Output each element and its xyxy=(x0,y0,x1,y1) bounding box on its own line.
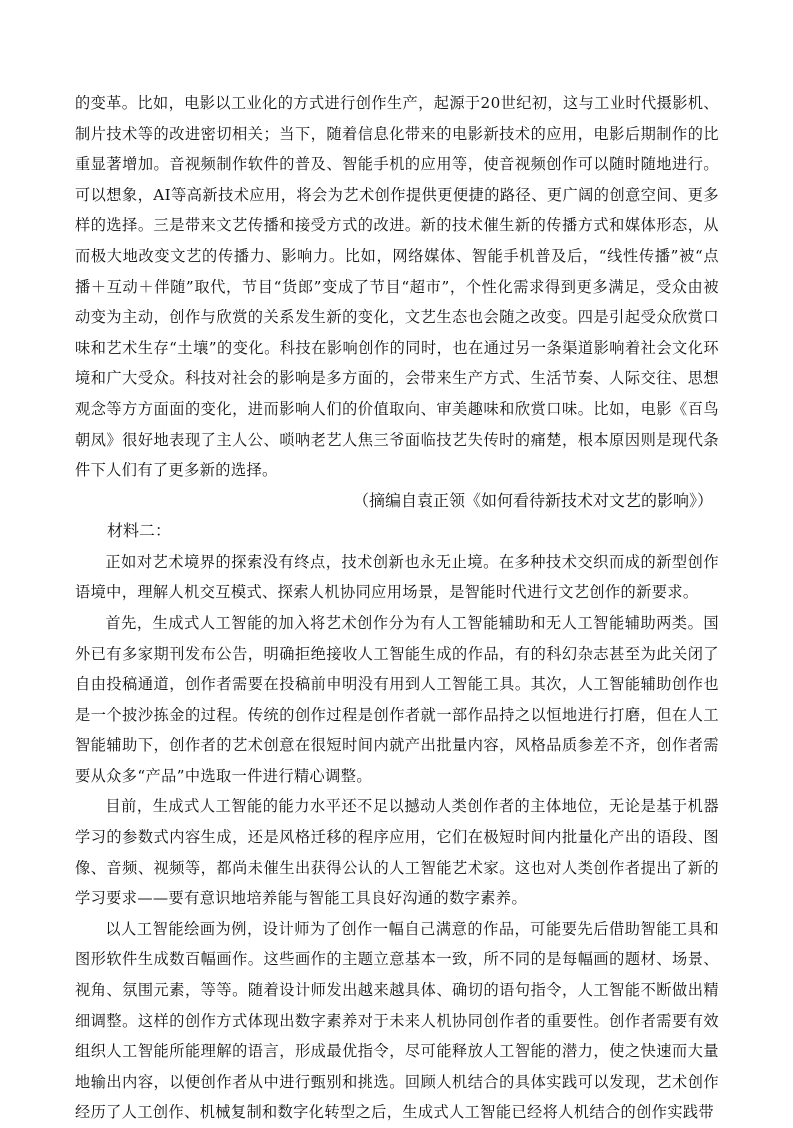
body-paragraph: 目前，生成式人工智能的能力水平还不足以撼动人类创作者的主体地位，无论是基于机器学习的参数式内容生成，还是风格迁移的程序应用，它们在极短时间内批量化产出的语段、图像、音频、视频等，都尚未催生出获得公认的人工智能艺术家。这也对人类创作者提出了新的学习要求——要有意识地培养能与智能工具良好沟通的数字素养。 xyxy=(75,797,719,908)
body-paragraph: 的变革。比如，电影以工业化的方式进行创作生产，起源于20世纪初，这与工业时代摄影机、制片技术等的改进密切相关；当下，随着信息化带来的电影新技术的应用，电影后期制作的比重显著增加。音视频制作软件的普及、智能手机的应用等，使音视频创作可以随时随地进行。可以想象，AI等高新技术应用，将会为艺术创作提供更便捷的路径、更广阔的创意空间、更多样的选择。三是带来文艺传播和接受方式的改进。新的技术催生新的传播方式和媒体形态，从而极大地改变文艺的传播力、影响力。比如，网络媒体、智能手机普及后，“线性传播”被“点播＋互动＋伴随”取代，节目“货郎”变成了节目“超市”，个性化需求得到更多满足，受众由被动变为主动，创作与欣赏的关系发生新的变化，文艺生态也会随之改变。四是引起受众欣赏口味和艺术生存“土壤”的变化。科技在影响创作的同时，也在通过另一条渠道影响着社会文化环境和广大受众。科技对社会的影响是多方面的，会带来生产方式、生活节奏、人际交往、思想观念等方方面面的变化，进而影响人们的价值取向、审美趣味和欣赏口味。比如，电影《百鸟朝凤》很好地表现了主人公、唢呐老艺人焦三爷面临技艺失传时的痛楚，根本原因则是现代条件下人们有了更多新的选择。 xyxy=(75,94,719,480)
body-paragraph: 正如对艺术境界的探索没有终点，技术创新也永无止境。在多种技术交织而成的新型创作语境中，理解人机交互模式、探索人机协同应用场景，是智能时代进行文艺创作的新要求。 xyxy=(75,552,719,602)
body-paragraph: 以人工智能绘画为例，设计师为了创作一幅自己满意的作品，可能要先后借助智能工具和图形软件生成数百幅画作。这些画作的主题立意基本一致，所不同的是每幅画的题材、场景、视角、氛围元素，等等。随着设计师发出越来越具体、确切的语句指令，人工智能不断做出精细调整。这样的创作方式体现出数字素养对于未来人机协同创作者的重要性。创作者需要有效组织人工智能所能理解的语言，形成最优指令，尽可能释放人工智能的潜力，使之快速而大量地输出内容，以便创作者从中进行甄别和挑选。回顾人机结合的具体实践可以发现，艺术创作经历了人工创作、机械复制和数字化转型之后，生成式人工智能已经将人机结合的创作实践带 xyxy=(75,919,719,1122)
body-paragraph: 首先，生成式人工智能的加入将艺术创作分为有人工智能辅助和无人工智能辅助两类。国外已有多家期刊发布公告，明确拒绝接收人工智能生成的作品，有的科幻杂志甚至为此关闭了自由投稿通道，创作者需要在投稿前申明没有用到人工智能工具。其次，人工智能辅助创作也是一个披沙拣金的过程。传统的创作过程是创作者就一部作品持之以恒地进行打磨，但在人工智能辅助下，创作者的艺术创意在很短时间内就产出批量内容，风格品质参差不齐，创作者需要从众多“产品”中选取一件进行精心调整。 xyxy=(75,613,719,785)
material-2-label: 材料二： xyxy=(107,522,172,540)
document-page xyxy=(75,88,719,1128)
source-citation: （摘编自袁正领《如何看待新技术对文艺的影响》） xyxy=(352,492,713,510)
